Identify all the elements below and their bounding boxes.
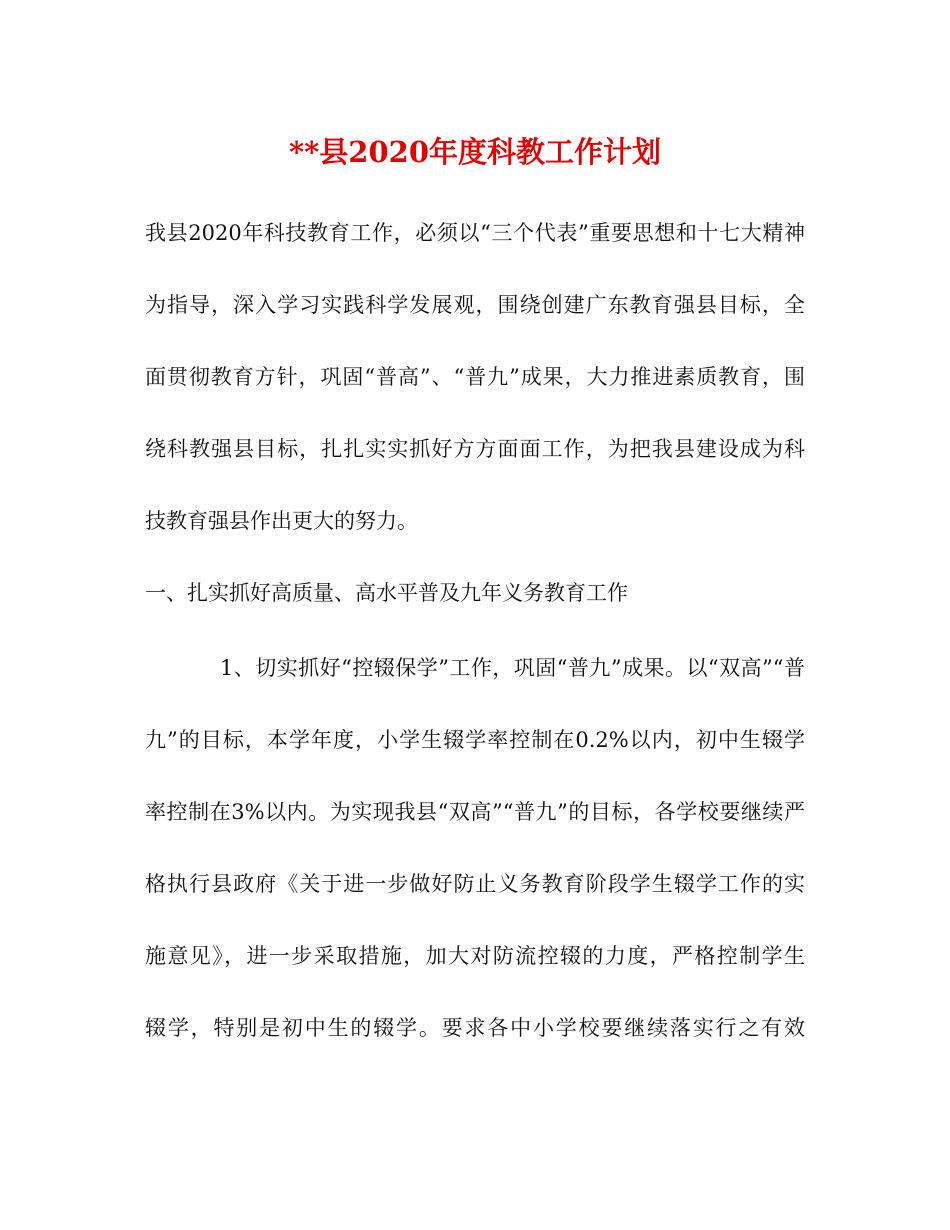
paragraph-line: 面贯彻教育方针，巩固“普高”、“普九”成果，大力推进素质教育，围 (145, 365, 805, 389)
paragraph-line: 九”的目标，本学年度，小学生辍学率控制在0.2%以内，初中生辍学 (145, 728, 805, 752)
paragraph-line: 我县2020年科技教育工作，必须以“三个代表”重要思想和十七大精神 (145, 221, 805, 245)
paragraph-line: 率控制在3%以内。为实现我县“双高”“普九”的目标，各学校要继续严 (145, 800, 805, 824)
paragraph-line: 1、切实抓好“控辍保学”工作，巩固“普九”成果。以“双高”“普 (220, 656, 805, 680)
paragraph-line: 绕科教强县目标，扎扎实实抓好方方面面工作，为把我县建设成为科 (145, 437, 805, 461)
paragraph-line: 技教育强县作出更大的努力。 (145, 509, 418, 533)
paragraph-line: 施意见》，进一步采取措施，加大对防流控辍的力度，严格控制学生 (145, 944, 805, 968)
paragraph-line: 为指导，深入学习实践科学发展观，围绕创建广东教育强县目标，全 (145, 293, 805, 317)
paragraph-line: 辍学，特别是初中生的辍学。要求各中小学校要继续落实行之有效 (145, 1016, 805, 1040)
document-title: **县2020年度科教工作计划 (288, 135, 662, 169)
section-heading: 一、扎实抓好高质量、高水平普及九年义务教育工作 (145, 581, 628, 605)
paragraph-line: 格执行县政府《关于进一步做好防止义务教育阶段学生辍学工作的实 (145, 872, 805, 896)
